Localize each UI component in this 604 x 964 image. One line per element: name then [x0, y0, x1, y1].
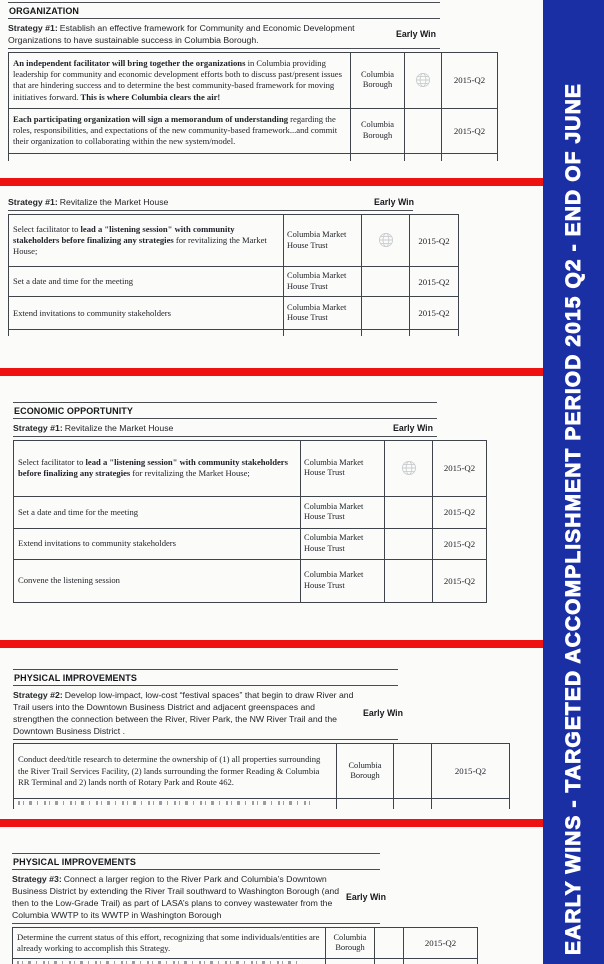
strategy-row: [13, 419, 437, 436]
action-cell: Determine the current status of this effort, recognizing that some individuals/entities are already working to accomplish this Strategy.: [13, 928, 326, 959]
early-win-label: Early Win: [345, 891, 386, 902]
period-cell: 2015-Q2: [410, 297, 459, 330]
category-heading: PHYSICAL IMPROVEMENTS: [13, 856, 136, 867]
action-cell: Conduct deed/title research to determine the ownership of (1) all properties surrounding the River Trail Services Facility, (2) lands surrounding the former Reading & Columbia RR Terminal and 2) lands north of Rotary Park and Route 462.: [14, 744, 337, 799]
action-table: [8, 52, 498, 162]
period-cell: 2015-Q2: [433, 528, 487, 559]
table-row: [9, 215, 459, 267]
strategy-label: Strategy #2:: [13, 689, 63, 700]
red-divider: [0, 368, 543, 376]
stamp-cell: [385, 528, 433, 559]
vertical-banner-label: EARLY WINS - TARGETED ACCOMPLISHMENT PERIOD 2015 Q2 - END OF JUNE: [562, 83, 585, 955]
clipped-table-row: [9, 153, 498, 161]
section-market-house: [8, 193, 468, 336]
action-table: [8, 214, 459, 336]
category-heading: PHYSICAL IMPROVEMENTS: [14, 672, 137, 683]
strategy-label: Strategy #3:: [12, 873, 62, 884]
section-economic-opportunity: [13, 402, 493, 603]
owner-cell: Columbia Market House Trust: [301, 559, 385, 602]
action-cell: An independent facilitator will bring together the organizations in Columbia providing leadership for community and economic development efforts both to discuss past/present issues that are hindering success and to determine the best community-based framework for moving initiatives forward. This is where Columbia clears the air!: [9, 52, 351, 108]
clipped-table-row: [14, 799, 510, 809]
period-cell: 2015-Q2: [404, 928, 478, 959]
action-cell: Extend invitations to community stakeholders: [9, 297, 284, 330]
stamp-cell: [394, 744, 432, 799]
action-table: [13, 440, 487, 603]
strategy-text: [8, 196, 328, 208]
stamp-cell: [375, 928, 404, 959]
category-heading: ECONOMIC OPPORTUNITY: [14, 405, 134, 416]
strategy-row: [8, 19, 440, 48]
period-cell: 2015-Q2: [410, 215, 459, 267]
table-row: [9, 52, 498, 108]
section-organization: [8, 2, 508, 161]
section-physical-improvements-3: [12, 853, 482, 964]
action-cell: Select facilitator to lead a "listening session" with community stakeholders before finalizing any strategies for revitalizing the Market House;: [14, 440, 301, 496]
vertical-banner: [543, 0, 604, 964]
stamp-cell: [385, 440, 433, 496]
red-divider: [0, 178, 543, 186]
table-row: [9, 267, 459, 297]
globe-stamp-icon: [378, 232, 394, 248]
red-divider: [0, 819, 543, 827]
period-cell: 2015-Q2: [433, 559, 487, 602]
action-cell: Extend invitations to community stakeholders: [14, 528, 301, 559]
action-cell: Select facilitator to lead a "listening session" with community stakeholders before finalizing any strategies for revitalizing the Market House;: [9, 215, 284, 267]
owner-cell: Columbia Market House Trust: [284, 297, 362, 330]
strategy-desc: Establish an effective framework for Community and Economic Development Organizations to have sustainable success in Columbia Borough.: [8, 22, 355, 45]
clipped-table-row: [9, 330, 459, 336]
table-row: [9, 108, 498, 153]
clipped-text-remnant: [18, 801, 312, 805]
stamp-cell: [362, 215, 410, 267]
strategy-rule: [8, 210, 413, 211]
category-heading: ORGANIZATION: [9, 5, 80, 16]
period-cell: 2015-Q2: [433, 496, 487, 528]
stamp-cell: [362, 267, 410, 297]
table-row: [14, 559, 487, 602]
owner-cell: Columbia Borough: [351, 52, 405, 108]
owner-cell: Columbia Market House Trust: [284, 267, 362, 297]
stamp-cell: [405, 108, 442, 153]
stamp-cell: [385, 559, 433, 602]
owner-cell: Columbia Market House Trust: [284, 215, 362, 267]
period-cell: 2015-Q2: [433, 440, 487, 496]
strategy-desc: Revitalize the Market House: [64, 422, 174, 433]
action-table: [13, 743, 510, 809]
strategy-row: [12, 870, 390, 924]
strategy-text: [8, 22, 382, 46]
table-row: [14, 440, 487, 496]
strategy-desc: Revitalize the Market House: [59, 197, 169, 207]
stamp-cell: [385, 496, 433, 528]
period-cell: 2015-Q2: [410, 267, 459, 297]
strategy-text: [13, 422, 343, 434]
early-win-label: Early Win: [362, 707, 403, 718]
stamp-cell: [362, 297, 410, 330]
strategy-label: Strategy #1:: [8, 22, 58, 33]
action-cell: Convene the listening session: [14, 559, 301, 602]
globe-stamp-icon: [415, 72, 431, 88]
action-cell: Set a date and time for the meeting: [14, 496, 301, 528]
table-row: [13, 928, 478, 959]
owner-cell: Columbia Borough: [326, 928, 375, 959]
owner-cell: Columbia Market House Trust: [301, 440, 385, 496]
owner-cell: Columbia Borough: [337, 744, 394, 799]
owner-cell: Columbia Borough: [351, 108, 405, 153]
globe-stamp-icon: [401, 460, 417, 476]
action-cell: Each participating organization will sign a memorandum of understanding regarding the roles, responsibilities, and expectations of the new community-based framework...and commit their organization to collaborating within the new system/model.: [9, 108, 351, 153]
period-cell: 2015-Q2: [432, 744, 510, 799]
strategy-text: [13, 689, 355, 738]
owner-cell: Columbia Market House Trust: [301, 528, 385, 559]
strategy-label: Strategy #1:: [13, 422, 63, 433]
action-cell: Set a date and time for the meeting: [9, 267, 284, 297]
owner-cell: Columbia Market House Trust: [301, 496, 385, 528]
strategy-desc: Connect a larger region to the River Park and Columbia’s Downtown Business District by extending the River Trail southward to Washington Borough (and then to the Low-Grade Trail) as part of LASA’s plans to convey wastewater from the Columbia WWTP to its WWTP in Washington Borough: [12, 873, 340, 921]
period-cell: 2015-Q2: [442, 52, 498, 108]
early-win-label: Early Win: [392, 422, 433, 433]
strategy-desc: Develop low-impact, low-cost “festival spaces” that begin to draw River and Trail users into the Downtown Business District and adjacent greenspaces and strengthen the connection between the River, River Park, the NW River Trail and the Downtown Business District .: [13, 689, 354, 737]
strategy-label: Strategy #1:: [8, 197, 58, 207]
strategy-text: [12, 873, 346, 922]
strategy-row: [13, 686, 407, 740]
section-physical-improvements-2: [13, 669, 513, 809]
action-table: [12, 927, 478, 964]
early-win-label: Early Win: [395, 28, 436, 39]
table-row: [14, 528, 487, 559]
period-cell: 2015-Q2: [442, 108, 498, 153]
table-row: [9, 297, 459, 330]
table-row: [14, 744, 510, 799]
strategy-rule: [12, 923, 380, 924]
strategy-row: [8, 193, 418, 210]
clipped-table-row: [13, 959, 478, 964]
stamp-cell: [405, 52, 442, 108]
strategy-rule: [13, 739, 398, 740]
strategy-rule: [13, 436, 437, 437]
red-divider: [0, 640, 543, 648]
strategy-rule: [8, 48, 440, 49]
early-win-label: Early Win: [373, 197, 414, 208]
table-row: [14, 496, 487, 528]
